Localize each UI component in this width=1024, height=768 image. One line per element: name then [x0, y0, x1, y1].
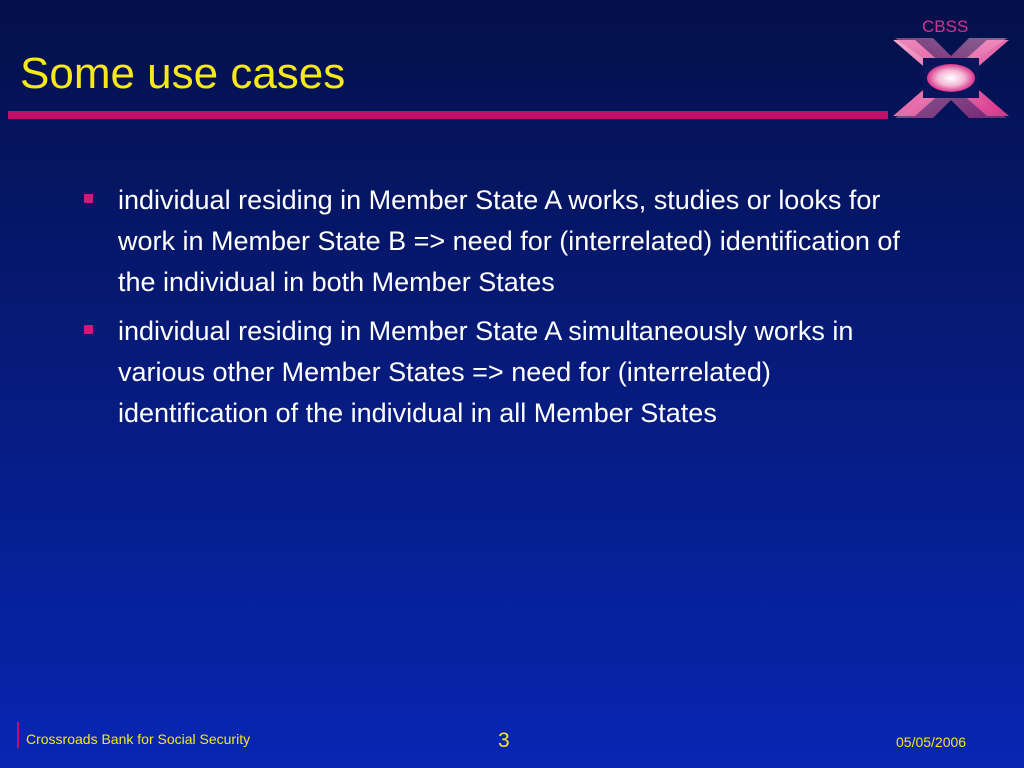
bullet-item	[82, 180, 922, 303]
slide-title: Some use cases	[20, 49, 346, 98]
page-number: 3	[498, 729, 510, 752]
bullet-text: individual residing in Member State A works, studies or looks for work in Member State B => need for (interrelated) identification of the individual in both Member States	[118, 185, 900, 297]
footer-date: 05/05/2006	[896, 734, 967, 750]
footer-divider	[17, 722, 19, 748]
footer-organization: Crossroads Bank for Social Security	[26, 731, 251, 747]
bullet-item	[82, 311, 922, 434]
logo-text: CBSS	[922, 17, 969, 36]
bullet-list	[82, 180, 922, 442]
cbss-x-logo-icon	[893, 38, 1009, 118]
square-bullet-icon	[84, 325, 93, 334]
bullet-text: individual residing in Member State A simultaneously works in various other Member States => need for (interrelated) identification of the individual in all Member States	[118, 316, 854, 428]
title-underline	[8, 111, 888, 119]
square-bullet-icon	[84, 194, 93, 203]
